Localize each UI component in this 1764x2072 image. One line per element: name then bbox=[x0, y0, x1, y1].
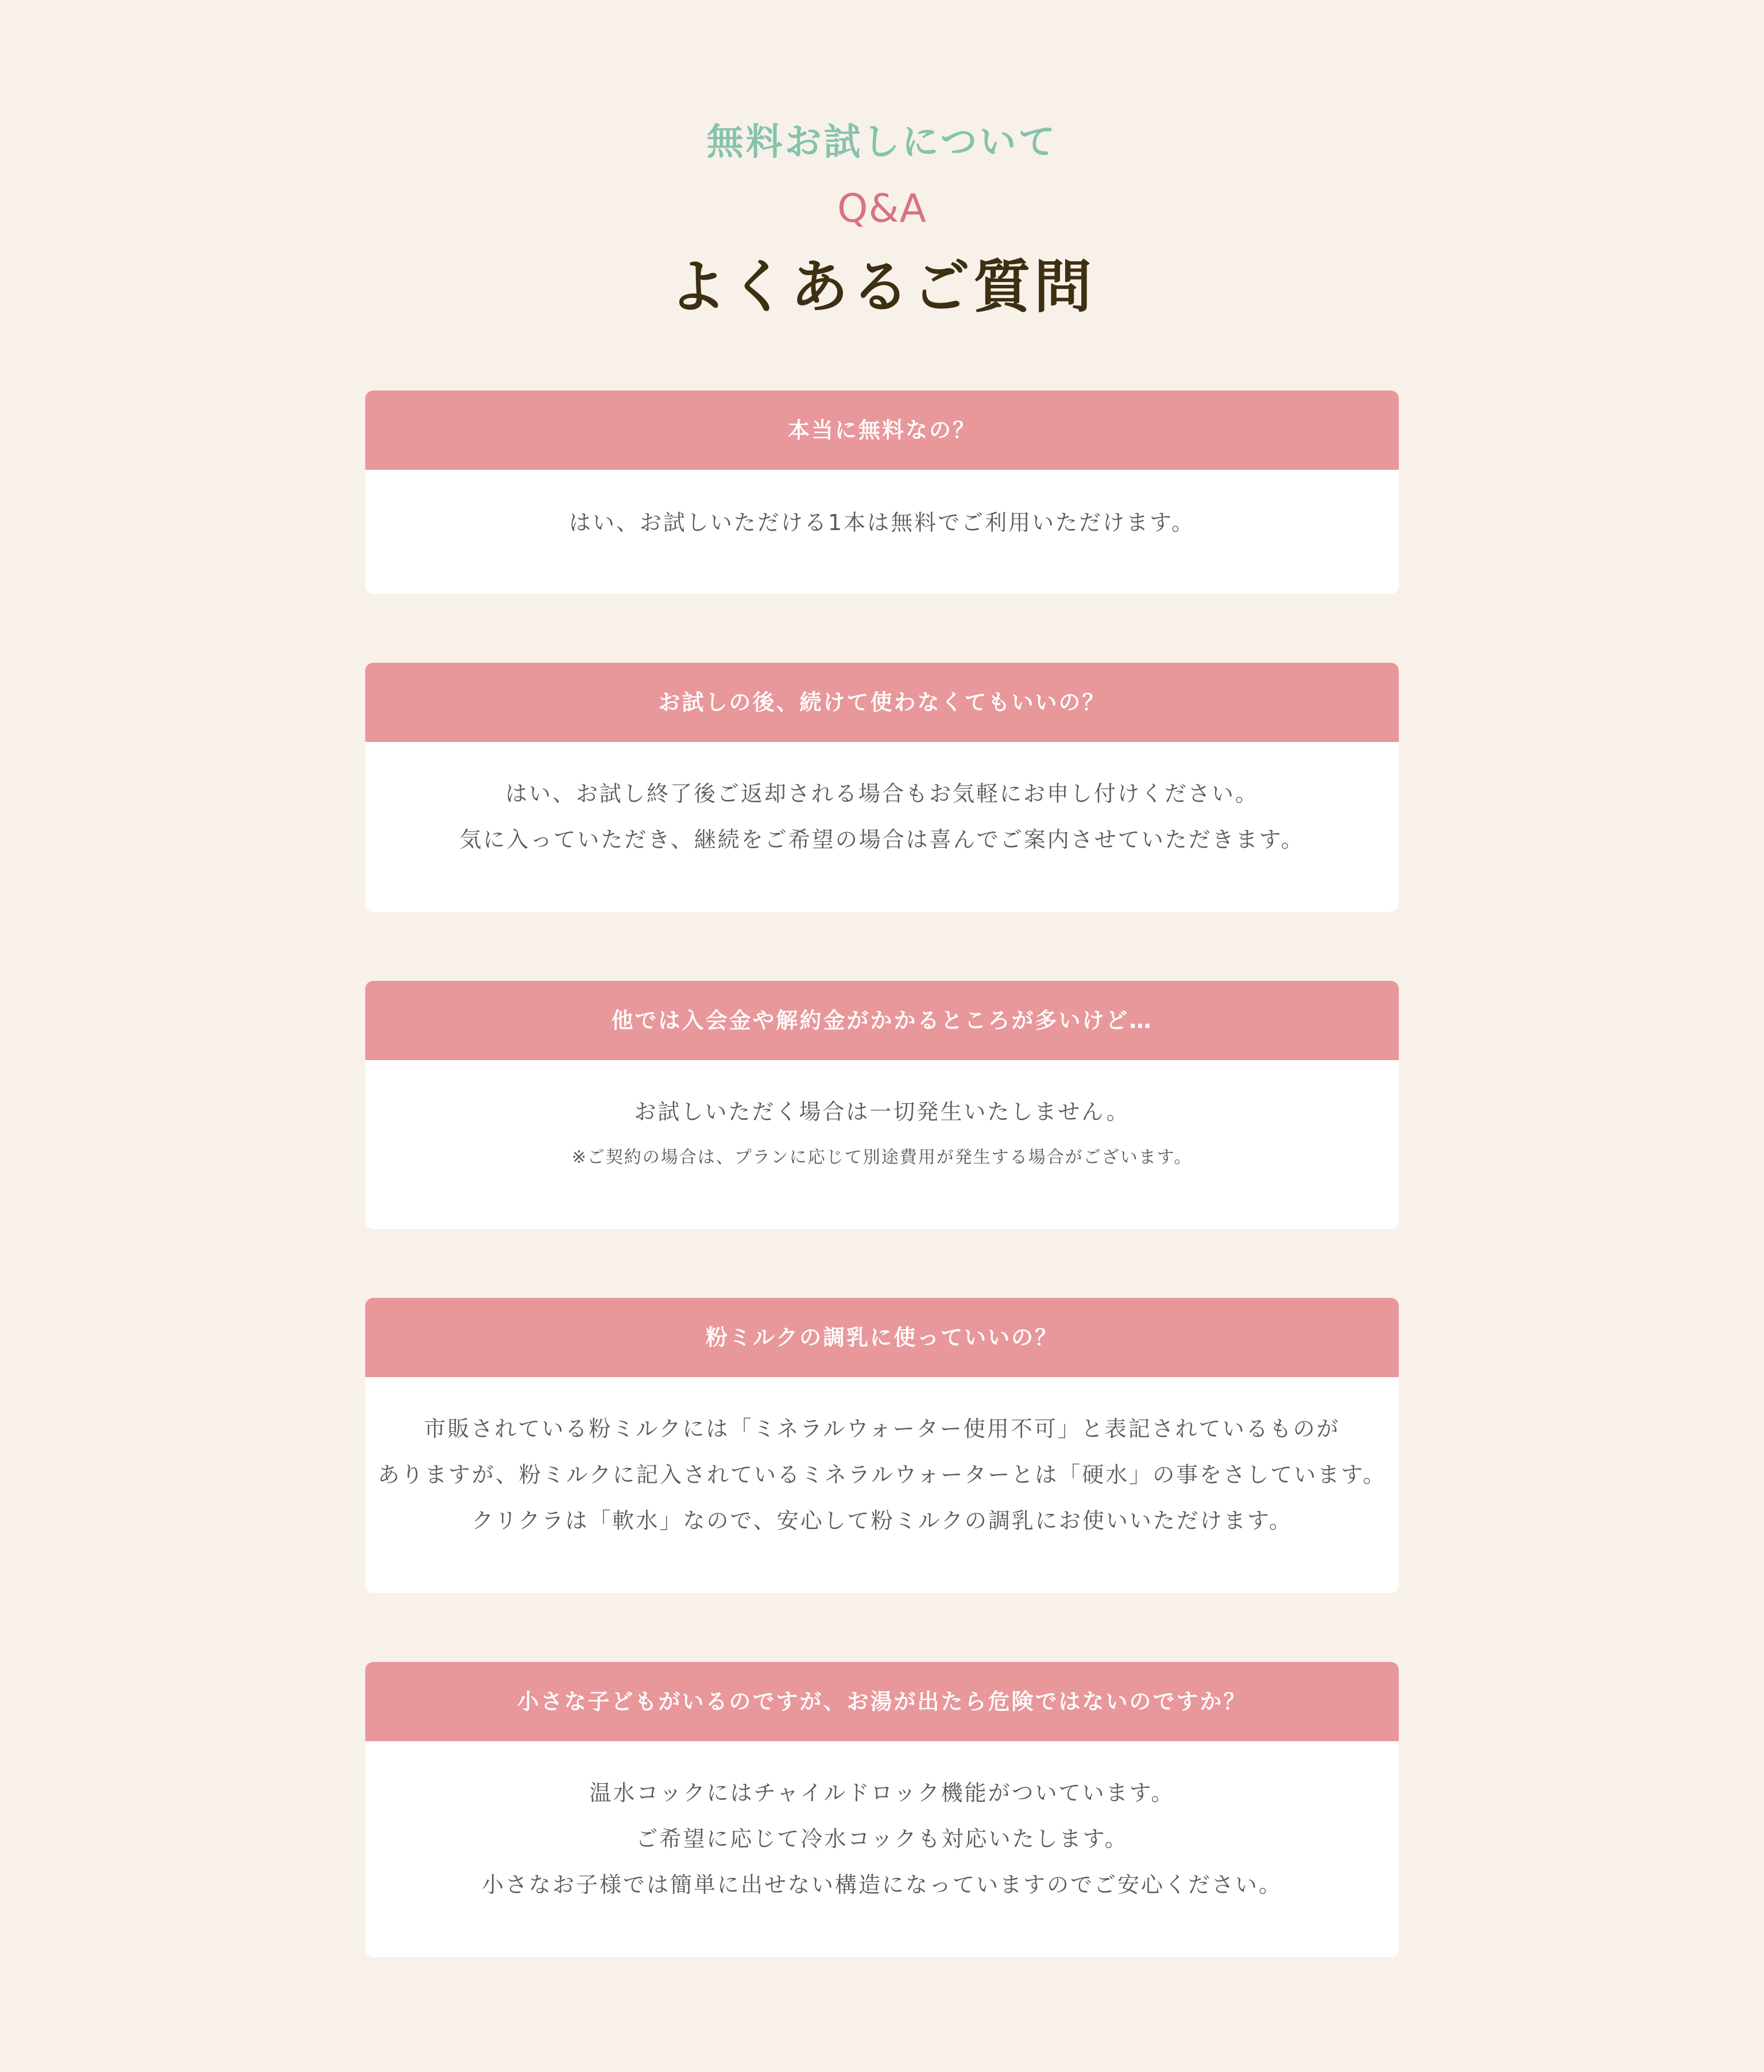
answer-note: ※ご契約の場合は、プランに応じて別途費用が発生する場合がございます。 bbox=[571, 1147, 1193, 1168]
faq-question: 本当に無料なの？ bbox=[365, 391, 1399, 470]
faq-question: 他では入会金や解約金がかかるところが多いけど… bbox=[365, 981, 1399, 1060]
faq-answer bbox=[365, 1060, 1399, 1181]
faq-item bbox=[365, 1298, 1399, 1593]
section-eyebrow: 無料お試しについて bbox=[706, 121, 1058, 164]
answer-line: クリクラは「軟水」なので、安心して粉ミルクの調乳にお使いいただけます。 bbox=[471, 1508, 1293, 1533]
faq-answer bbox=[365, 1741, 1399, 1908]
answer-line: 市販されている粉ミルクには「ミネラルウォーター使用不可」と表記されているものが bbox=[424, 1416, 1340, 1441]
answer-line: 温水コックにはチャイルドロック機能がついています。 bbox=[589, 1780, 1175, 1806]
answer-line: ありますが、粉ミルクに記入されているミネラルウォーターとは「硬水」の事をさしています。 bbox=[377, 1462, 1387, 1487]
faq-item bbox=[365, 663, 1399, 912]
answer-line: ご希望に応じて冷水コックも対応いたします。 bbox=[636, 1826, 1128, 1851]
faq-answer bbox=[365, 1377, 1399, 1544]
faq-answer bbox=[365, 742, 1399, 863]
answer-line: 気に入っていただき、継続をご希望の場合は喜んでご案内させていただきます。 bbox=[459, 827, 1305, 852]
faq-question: 粉ミルクの調乳に使っていいの？ bbox=[365, 1298, 1399, 1377]
faq-item bbox=[365, 981, 1399, 1229]
qa-label: Q&A bbox=[837, 186, 927, 231]
answer-line: 小さなお子様では簡単に出せない構造になっていますのでご安心ください。 bbox=[481, 1872, 1282, 1897]
answer-line: はい、お試しいただける1本は無料でご利用いただけます。 bbox=[568, 510, 1196, 535]
section-title: よくあるご質問 bbox=[669, 253, 1095, 320]
answer-line: はい、お試し終了後ご返却される場合もお気軽にお申し付けください。 bbox=[505, 781, 1259, 806]
faq-question: 小さな子どもがいるのですが、お湯が出たら危険ではないのですか？ bbox=[365, 1662, 1399, 1741]
faq-question: お試しの後、続けて使わなくてもいいの？ bbox=[365, 663, 1399, 742]
faq-item bbox=[365, 1662, 1399, 1957]
faq-answer bbox=[365, 470, 1399, 546]
answer-line: お試しいただく場合は一切発生いたしません。 bbox=[634, 1099, 1130, 1124]
faq-item bbox=[365, 391, 1399, 594]
